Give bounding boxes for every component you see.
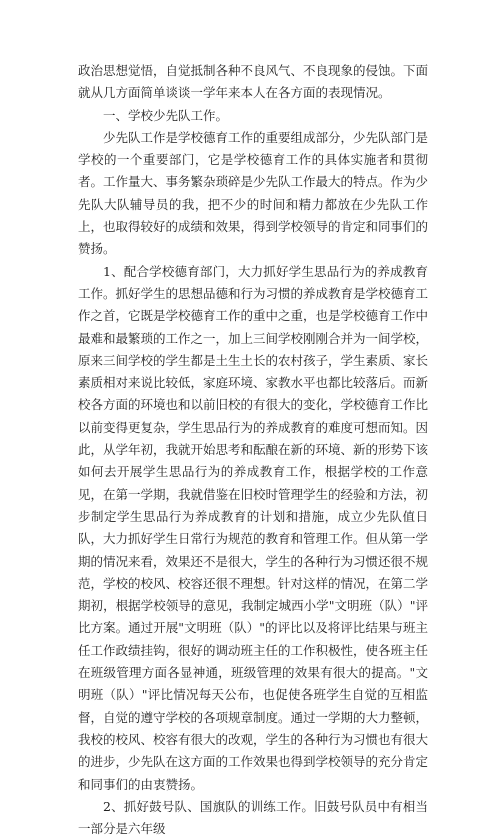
paragraph-intro: 政治思想觉悟，自觉抵制各种不良风气、不良现象的侵蚀。下面就从几方面简单谈谈一学年来本人在各方面的表现情况。	[78, 63, 429, 101]
document-body	[78, 60, 428, 840]
paragraph-overview: 少先队工作是学校德育工作的重要组成部分，少先队部门是学校的一个重要部门，它是学校德育工作的具体实施者和贯彻者。工作量大、事务繁杂琐碎是少先队工作最大的特点。作为少先队大队辅导员的我，把不少的时间和精力都放在少先队工作上，也取得较好的成绩和效果，得到学校领导的肯定和同事们的赞扬。	[78, 129, 429, 257]
paragraph-item-2: 2、抓好鼓号队、国旗队的训练工作。旧鼓号队员中有相当一部分是六年级	[78, 798, 428, 837]
section-heading: 一、学校少先队工作。	[103, 107, 229, 123]
paragraph-item-1: 1、配合学校德育部门，大力抓好学生思品行为的养成教育工作。抓好学生的思想品德和行为习惯的养成教育是学校德育工作之首，它既是学校德育工作的重中之重，也是学校德育工作中最难和最繁琐的工作之一，加上三间学校刚刚合并为一间学校，原来三间学校的学生都是土生土长的农村孩子，学生素质、家长素质相对来说比较低，家庭环境、家教水平也都比较落后。而新校各方面的环境也和以前旧校的有很大的变化，学校德育工作比以前变得更复杂，学生思品行为的养成教育的难度可想而知。因此，从学年初，我就开始思考和酝酿在新的环境、新的形势下该如何去开展学生思品行为的养成教育工作，根据学校的工作意见，在第一学期，我就借鉴在旧校时管理学生的经验和方法，初步制定学生思品行为养成教育的计划和措施，成立少先队值日队，大力抓好学生日常行为规范的教育和管理工作。但从第一学期的情况来看，效果还不是很大，学生的各种行为习惯还很不规范，学校的校风、校容还很不理想。针对这样的情况，在第二学期初，根据学校领导的意见，我制定城西小学"文明班（队）"评比方案。通过开展"文明班（队）"的评比以及将评比结果与班主任工作政绩挂钩，很好的调动班主任的工作积极性，使各班主任在班级管理方面各显神通，班级管理的效果有很大的提高。"文明班（队）"评比情况每天公布，也促使各班学生自觉的互相监督，自觉的遵守学校的各项规章制度。通过一学期的大力整顿，我校的校风、校容有很大的改观，学生的各种行为习惯也有很大的进步，少先队在这方面的工作效果也得到学校领导的充分肯定和同事们的由衷赞扬。	[78, 263, 429, 792]
